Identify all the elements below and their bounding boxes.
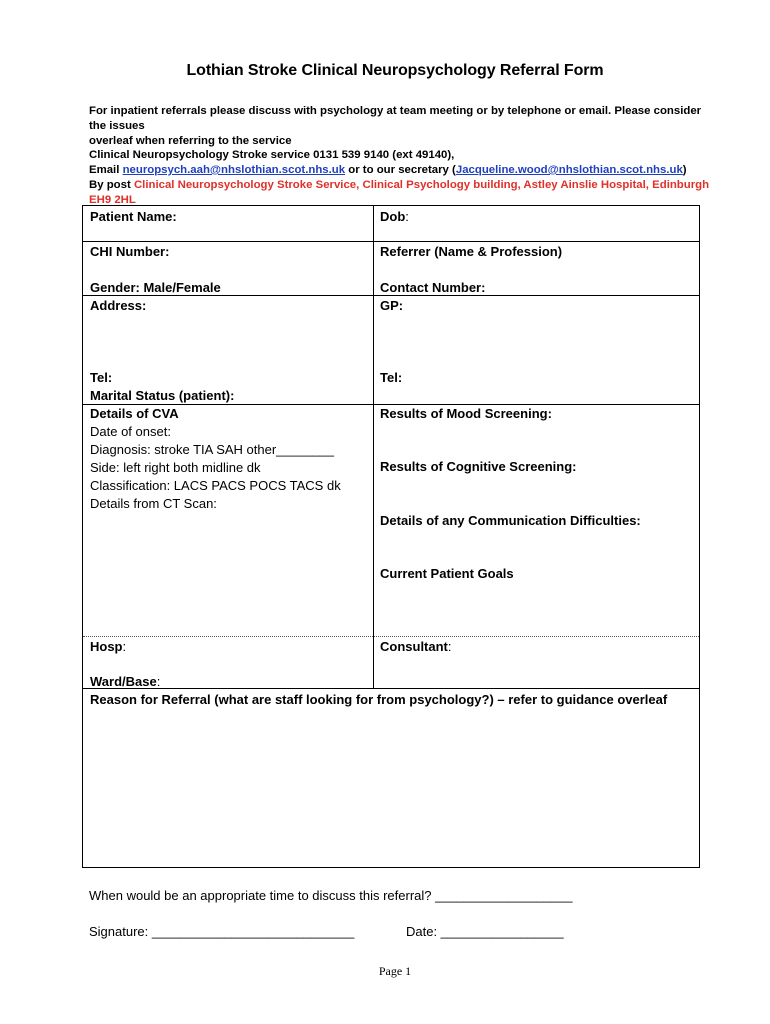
cva-date-onset[interactable]: Date of onset: (90, 424, 171, 439)
intro-text (89, 104, 709, 149)
hosp-label: Hosp (90, 639, 123, 654)
post-line (89, 178, 729, 208)
communication-difficulties-field[interactable]: Details of any Communication Difficulties: (380, 513, 641, 528)
row-divider (83, 404, 699, 405)
cva-diagnosis[interactable]: Diagnosis: stroke TIA SAH other________ (90, 442, 335, 457)
dob-colon: : (405, 209, 409, 224)
date-field[interactable]: Date: _________________ (406, 924, 564, 939)
tel-field-left[interactable]: Tel: (90, 370, 113, 385)
row-divider (83, 688, 699, 689)
post-address: Clinical Neuropsychology Stroke Service, Clinical Psychology building, Astley Ainslie Hospital, Edinburgh EH9 2HL (89, 179, 710, 206)
ward-base-field[interactable] (90, 674, 160, 689)
row-divider (83, 295, 699, 296)
patient-goals-field[interactable]: Current Patient Goals (380, 566, 514, 581)
secretary-close: ) (682, 164, 687, 176)
consultant-field[interactable] (380, 639, 452, 654)
contact-number-field[interactable]: Contact Number: (380, 280, 486, 295)
dob-label: Dob (380, 209, 406, 224)
form-title: Lothian Stroke Clinical Neuropsychology Referral Form (186, 62, 604, 79)
signature-field[interactable]: Signature: ____________________________ (89, 924, 355, 939)
consultant-colon: : (447, 639, 452, 654)
secretary-text: or to our secretary ( (345, 164, 456, 176)
referrer-field[interactable]: Referrer (Name & Profession) (380, 244, 563, 259)
address-field[interactable]: Address: (90, 298, 147, 313)
tel-field-right[interactable]: Tel: (380, 370, 403, 385)
intro-line-1: For inpatient referrals please discuss with psychology at team meeting or by telephone or email. Please consider the issues (89, 105, 702, 132)
email-line (89, 163, 729, 178)
marital-status-field[interactable]: Marital Status (patient): (90, 388, 235, 403)
page-number: Page 1 (378, 964, 412, 978)
cva-classification[interactable]: Classification: LACS PACS POCS TACS dk (90, 478, 341, 493)
row-divider (83, 241, 699, 242)
reason-for-referral-field[interactable]: Reason for Referral (what are staff looking for from psychology?) – refer to guidance overleaf (90, 692, 668, 707)
service-email-link[interactable]: neuropsych.aah@nhslothian.scot.nhs.uk (122, 164, 346, 176)
contact-details (89, 148, 729, 208)
discuss-time-field[interactable]: When would be an appropriate time to discuss this referral? ___________________ (89, 888, 573, 903)
mood-screening-field[interactable]: Results of Mood Screening: (380, 406, 552, 421)
hosp-colon: : (122, 639, 127, 654)
gender-field[interactable]: Gender: Male/Female (90, 280, 221, 295)
ward-colon: : (156, 674, 161, 689)
row-divider-dotted (83, 636, 699, 637)
secretary-email-link[interactable]: Jacqueline.wood@nhslothian.scot.nhs.uk (455, 164, 683, 176)
dob-field[interactable] (380, 209, 409, 224)
cva-ct-scan[interactable]: Details from CT Scan: (90, 496, 217, 511)
email-prefix: Email (89, 164, 123, 176)
post-prefix: By post (89, 179, 134, 191)
hosp-field[interactable] (90, 639, 126, 654)
patient-name-field[interactable]: Patient Name: (90, 209, 177, 224)
referral-form-table (82, 205, 700, 868)
gp-field[interactable]: GP: (380, 298, 404, 313)
cva-details-title: Details of CVA (90, 406, 179, 421)
service-phone: Clinical Neuropsychology Stroke service 0131 539 9140 (ext 49140), (89, 149, 455, 161)
chi-number-field[interactable]: CHI Number: (90, 244, 170, 259)
column-divider (373, 206, 374, 688)
ward-label: Ward/Base (90, 674, 157, 689)
cognitive-screening-field[interactable]: Results of Cognitive Screening: (380, 459, 577, 474)
consultant-label: Consultant (380, 639, 448, 654)
intro-line-2: overleaf when referring to the service (89, 135, 292, 147)
cva-side[interactable]: Side: left right both midline dk (90, 460, 261, 475)
